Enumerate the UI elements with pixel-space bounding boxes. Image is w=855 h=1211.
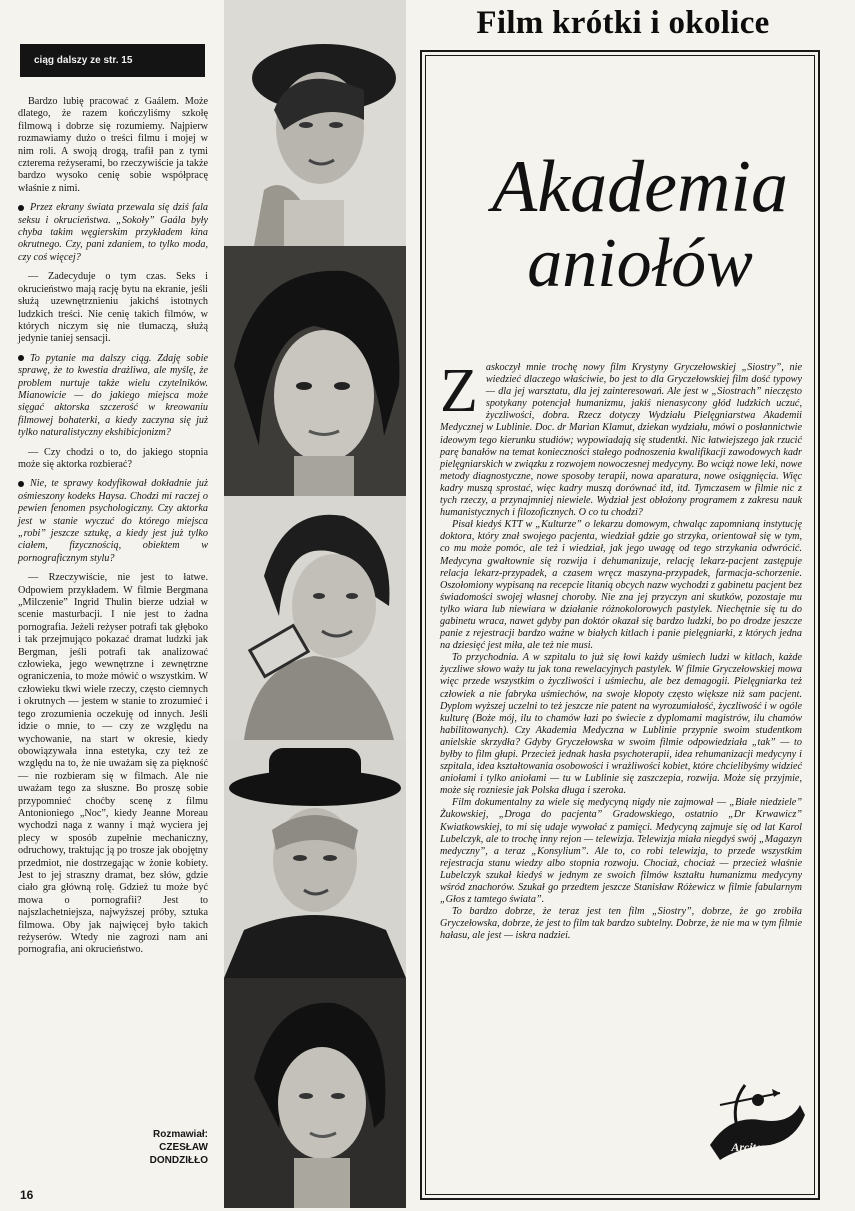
paragraph-text: — Zadecyduje o tym czas. Seks i okrucieństwo mają rację bytu na ekranie, jeśli służą uzewnętrznieniu jakichś istotnych ludzkich treści. Nie cenię takich filmów, w których niczym się nie tłumaczą, służą jedynie taniej sensacji. [18,271,208,345]
section-title: Film krótki i okolice [476,5,770,41]
article-paragraph [440,357,802,519]
paragraph-text: Bardzo lubię pracować z Gaálem. Może dlatego, że razem kończyliśmy szkołę filmową i dobrze się rozumiemy. Najpierw rozmawiamy dużo o treści filmu i mojej w nim roli. A swoją drogą, trafił pan z tymi czterema reżyserami, bo rzeczywiście ja także bardzo wysoko cenię sobie współpracę właśnie z nimi. [18,96,208,194]
paragraph-text: Przez ekrany świata przewala się dziś fala seksu i okrucieństwa. „Sokoły” Gaála były chyba takim węgierskim przykładem kina okrutnego. Czy, pani zdaniem, to tylko moda, czy coś więcej? [18,202,208,263]
interview-question [18,353,208,440]
article-paragraph [440,652,802,797]
article-paragraph [440,519,802,652]
interview-question [18,478,208,565]
portrait-photo [224,978,406,1211]
bullet-icon [18,205,24,211]
credit-label: Rozmawiał: [152,1129,208,1140]
page-number: 16 [20,1188,34,1202]
interview-text [18,96,208,964]
paragraph-text: Pisał kiedyś KTT w „Kulturze” o lekarzu domowym, chwaląc zapomnianą instytucję doktora, który znał swojego pacjenta, wiedział gdzie go strzyka, orientował się w tym, co mu może pomóc, ale też i wiedział, jak jego uwagę od tego strzykania odwrócić. Medycyna gwałtownie się rozwija i dehumanizuje, relację lekarz-pacjent zastępuje relacja lekarz-przypadek, a czasem wręcz maszyna-przypadek, farmacja-schorzenie. Oszołomiony wypisaną na recepcie litanią obcych nazw wychodzi z gabinetu pacjent bez świadomości swojej własnej choroby. Nie zna jej przyczyn ani skutków, pozostaje mu tylko wiara lub niewiara w działanie różnokolorowych pastylek. Niechętnie się tu do gabinetu wraca, nawet gdyby pan doktór okazał się bardzo ludzki, bo po drodze jeszcze panie z rejestracji bardzo ważne w białych kitlach i panie pielęgniarki, z których jedna na dziesięć jest miła, ale też nie musi. [440,519,802,652]
paragraph-text: To bardzo dobrze, że teraz jest ten film „Siostry”, dobrze, że go zrobiła Gryczełowska, dobrze, że jest to film tak bardzo subtelny. Dobrze, że nie ma w tym filmie hałasu, ale jest — iskra nadziei. [440,906,802,942]
interview-answer [18,447,208,472]
bullet-icon [18,481,24,487]
paragraph-text: Nie, te sprawy kodyfikował dokładnie już ośmieszony kodeks Haysa. Chodzi mi raczej o pewien fenomen psychologiczny. Czy aktorka jest w stanie wyczuć do którego miejsca „robi” jeszcze sztukę, a kiedy jest już tylko ciałem, fizycznością, obiektem w pornograficznym stylu? [18,478,208,564]
article-title-line-2: aniołów [527,225,753,302]
interview-answer [18,271,208,345]
logo-signature: Arcitenens [731,1140,785,1154]
interview-answer [18,96,208,195]
paragraph-text: askoczył mnie trochę nowy film Krystyny Gryczełowskiej „Siostry”, nie wiedzieć dlaczego właściwie, bo jest to dla Gryczełowskiej film dość typowy — dla jej warsztatu, dla jej zainteresowań. Ale jest w „Siostrach” nieczęsto spotykany potencjał humanizmu, jakiś nienasycony głód ludzkich uczuć, życzliwości, dobra. Rzecz dotyczy Wydziału Pielęgniarstwa Akademii Medycznej w Lublinie. Doc. dr Marian Klamut, dziekan wydziału, mówi o posłannictwie ideowym tego kierunku studiów; wypowiadają się studentki. Nic łatwiejszego jak rzucić parę banałów na temat konieczności stałego podnoszenia kwalifikacji zawodowych kadr pielęgniarskich w związku z rozwojem nowoczesnej medycyny. Bo wciąż nowe leki, nowe metody diagnostyczne, nowe sposoby terapii, nowa aparatura, nowe osiągnięcia. Więc kadry muszą sprostać, więc kadry muszą dorównać itd, itd. Tymczasem w filmie nic z tych rzeczy, a przynajmniej niewiele. Wydział jest obłożony programem z zakresu nauk humanistycznych i filozoficznych. O co tu chodzi? [440,362,802,519]
interview-credit [110,1128,208,1167]
article-title-line-1: Akademia [492,146,788,228]
paragraph-text: Film dokumentalny za wiele się medycyną nigdy nie zajmował — „Białe niedziele” Żukowskiej, „Droga do pacjenta” Gradowskiego, ostatnio „Dr Krwawicz” Kwiatkowskiej, to mi się udaje wywołać z pamięci. Medycyną zajmuje się od lat Karol Lubelczyk, ale to trochę inny rejon — telewizja. Telewizja miała niegdyś swój „Magazyn medyczny”, a teraz „Konsylium”. Ale to, co robi telewizja, to przede wszystkim rejestracja stanu wiedzy albo stopnia rozwoju. Chociaż, chociaż — przecież właśnie Lubelczyk szukał kiedyś w jednym ze swoich filmów kształtu humanizmu medycyny wśród znachorów. Szukał go przedtem jeszcze Stanisław Różewicz w filmie fabularnym „Głos z tamtego świata”. [440,797,802,906]
credit-name-last: DONDZIŁŁO [149,1155,208,1166]
archer-logo-icon [700,1075,810,1165]
portrait-photo [224,740,406,981]
paragraph-text: — Rzeczywiście, nie jest to łatwe. Odpowiem przykładem. W filmie Bergmana „Milczenie” Ingrid Thulin bierze udział w scenie masturbacji. I nie jest to żadna pornografia. Jeżeli reżyser potrafi tak głęboko i tak przejmująco pokazać dramat ludzki jak Bergman, jeśli potrafi tak analizować człowieka, jego wewnętrzne i zewnętrzne ograniczenia, to może mówić o wszystkim. W człowieku tkwi wiele rzeczy, często ciemnych i okrutnych — jestem w stanie to zrozumieć i tego zrozumienia oczekuję od innych. Jeśli idzie o mnie, to — czy ze względu na wychowanie, na start w okresie, kiedy obowiązywała inna estetyka, czy też ze względu na to, że nie uważam się za piękność — nie rozbieram się w filmach. Ale nie uważam tego za słuszne. Bo proszę sobie przypomnieć choćby scenę z filmu Antonioniego „Noc”, kiedy Jeanne Moreau wychodzi naga z wanny i mąż wyciera jej plecy w sposób zupełnie mechaniczny, odruchowy, traktując ją po trosze jak obojętny przedmiot, nie dostrzegając w żonie kobiety. Jest to jej straszny dramat, bez słów, gdzie ciało gra główną rolę. Gdzież tu może być mowa o pornografii? Jest to najszlachetniejsza, najwyższej próby, sztuka filmowa. Oby jak najwięcej było takich reżyserów. Wtedy nie zagrozi nam ani pornografia, ani okrucieństwo. [18,572,208,956]
interview-answer [18,572,208,957]
interview-question [18,202,208,264]
portrait-photo [224,246,406,499]
photo-strip [224,0,406,1208]
portrait-photo [224,496,406,743]
portrait-photo [224,0,406,249]
article-paragraph [440,797,802,906]
paragraph-text: — Czy chodzi o to, do jakiego stopnia może się aktorka rozbierać? [18,446,208,470]
drop-cap: Z [440,357,478,425]
paragraph-text: To pytanie ma dalszy ciąg. Zdaję sobie sprawę, że to kwestia drażliwa, ale myślę, że problem nurtuje także wielu czytelników. Mianowicie — do jakiego miejsca może sięgać aktorska szczerość w kreowaniu filmowej bohaterki, a kiedy zaczyna się już tylko naturalistyczny ekshibicjonizm? [18,352,208,439]
credit-name-first: CZESŁAW [159,1142,208,1153]
article-paragraph [440,906,802,942]
bullet-icon [18,355,24,361]
continued-banner: ciąg dalszy ze str. 15 [20,44,205,77]
article-body [440,357,802,943]
paragraph-text: To przychodnia. A w szpitalu to już się łowi każdy uśmiech ludzi w kitlach, każde życzliwe słowo waży tu jak tona rewelacyjnych pastylek. W filmie Gryczełowskiej mowa więc przede wszystkim o życzliwości i uśmiechu, ale bez demagogii. Pielęgniarka też człowiek a nie fabryka uśmiechów, na swoje kłopoty często większe niż sam pacjent. Dyplom wyższej uczelni to też jeszcze nie patent na wyrozumiałość, życzliwość i w ogóle kulturę (Boże mój, ilu to chamów łazi po świecie z dyplomami magistrów, ilu chamów habilitowanych). Czy Akademia Medyczna w Lublinie przypnie swoim studentkom anielskie skrzydła? Gdyby Gryczełowska w swoim filmie odpowiedziała „tak” — to byłby to film głupi. Przecież jednak hasła psychoterapii, idea rehumanizacji medycyny i szpitala, idea kształtowania osobowości i wrażliwości kobiet, które chcielibyśmy widzieć aniołami i tylko aniołami — tu w Lublinie się zaszczepia, rozwija. Może się przyjmie, może się rozniesie jak Polska długa i szeroka. [440,652,802,797]
